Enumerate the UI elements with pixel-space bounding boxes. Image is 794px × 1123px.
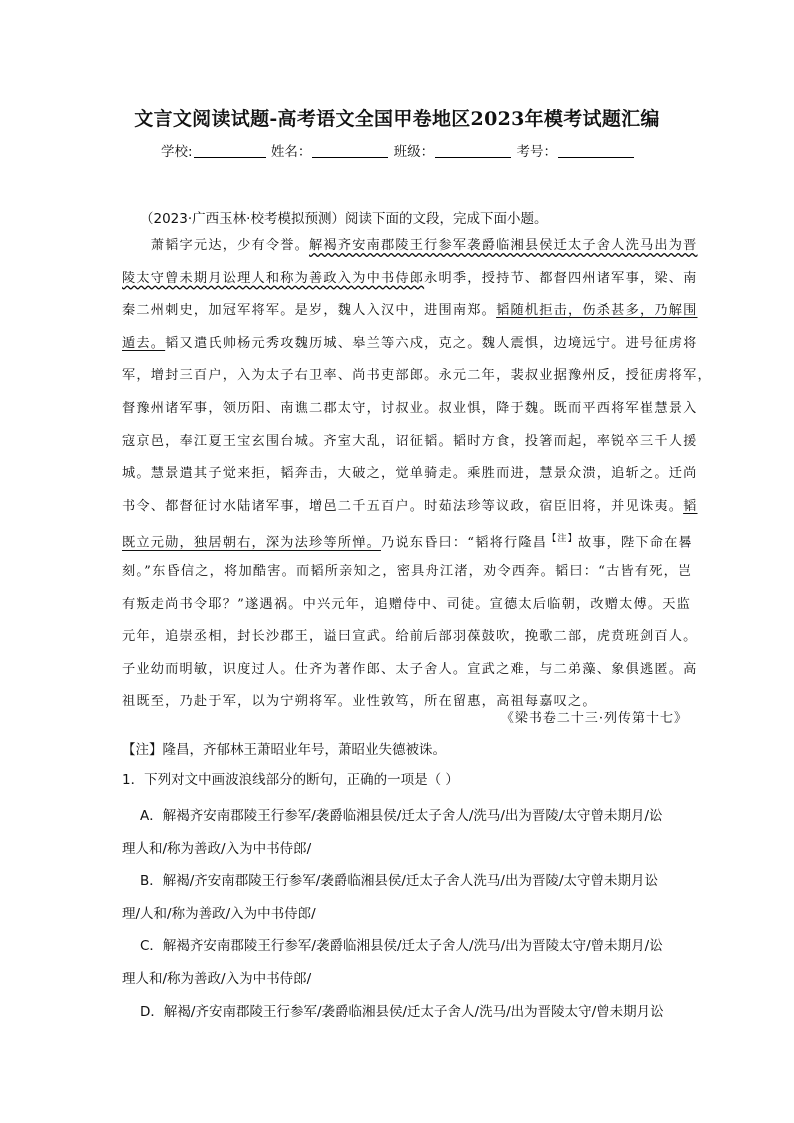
passage-line xyxy=(122,529,693,562)
passage-line xyxy=(122,497,698,530)
page-title: 文言文阅读试题-高考语文全国甲卷地区2023年模考试题汇编 xyxy=(134,108,660,130)
option-a-continued: 理人和/称为善政/入为中书侍郎/ xyxy=(122,840,312,857)
passage-text: 韬又遣氏帅杨元秀攻魏历城、皋兰等六戍，克之。魏人震惧，边境远宁。进号征虏将 xyxy=(165,335,698,351)
underlined-text: 韬随机拒击，伤杀甚多，乃解围 xyxy=(496,303,698,319)
passage-text: 永明季，授持节、都督四州诸军事，梁、南 xyxy=(424,270,698,286)
passage-text: 秦二州刺史，加冠军将军。是岁，魏人入汉中，进围南郑。 xyxy=(122,303,497,319)
passage-line: 城。慧景遣其子觉来拒，韬奔击，大破之，觉单骑走。乘胜而进，慧景众溃，追斩之。迁尚 xyxy=(122,466,698,482)
passage-line: 有叛走尚书令耶？”遂遇祸。中兴元年，追赠侍中、司徒。宣德太后临朝，改赠太傅。天监 xyxy=(122,596,692,612)
student-info-row xyxy=(0,140,794,160)
passage-line: 刻。”东昏信之，将加酷害。而韬所亲知之，密具舟江渚，劝令西奔。韬曰：“古皆有死，岂 xyxy=(122,563,693,579)
question-stem: 1．下列对文中画波浪线部分的断句，正确的一项是（ ） xyxy=(122,772,459,788)
underlined-text: 遁去。 xyxy=(122,335,166,351)
name-blank[interactable] xyxy=(312,145,388,158)
answer-options xyxy=(122,800,680,1028)
wavy-underlined-text: 解褐齐安南郡陵王行参军袭爵临湘县侯迁太子舍人洗马出为晋 xyxy=(309,238,698,253)
option-b[interactable]: B．解褐/齐安南郡陵王行参军/袭爵临湘县侯/迁太子舍人洗马/出为晋陵/太守曾未期月讼 xyxy=(140,873,659,890)
option-c-continued: 理人和/称为善政/入为中书侍郎/ xyxy=(122,970,312,987)
passage-text: 萧韬字元达，少有令誉。 xyxy=(150,238,310,253)
name-label: 姓名： xyxy=(270,144,312,160)
school-label: 学校: xyxy=(161,144,193,160)
passage-line xyxy=(122,236,698,269)
underlined-text: 韬 xyxy=(683,498,698,514)
exam-number-blank[interactable] xyxy=(558,145,634,158)
passage-source: 《梁书卷二十三·列传第十七》 xyxy=(500,711,688,726)
footnote-marker: 【注】 xyxy=(547,534,578,545)
exam-number-label: 考号： xyxy=(516,144,557,160)
passage-line: 元年，追崇丞相，封长沙郡王，谥曰宣武。给前后部羽葆鼓吹，挽歌二部，虎贲班剑百人。 xyxy=(122,629,698,645)
class-blank[interactable] xyxy=(435,145,511,158)
passage-line xyxy=(122,334,698,367)
passage-line xyxy=(122,269,698,302)
school-blank[interactable] xyxy=(194,145,266,158)
option-b-continued: 理/人和/称为善政/入为中书侍郎/ xyxy=(122,905,316,922)
passage-line: 军，增封三百户，入为太子右卫率、尚书吏部郎。永元二年，裴叔业据豫州反，授征虏将军， xyxy=(122,368,712,384)
passage-line xyxy=(122,301,698,334)
option-a[interactable]: A．解褐齐安南郡陵王行参军/袭爵临湘县侯/迁太子舍人/洗马/出为晋陵/太守曾未期月/讼 xyxy=(140,808,663,824)
passage-line: 寇京邑，奉江夏王宝玄围台城。齐室大乱，诏征韬。韬时方食，投箸而起，率锐卒三千人援 xyxy=(122,433,698,449)
option-d[interactable]: D．解褐/齐安南郡陵王行参军/袭爵临湘县侯/迁太子舍人/洗马/出为晋陵太守/曾未期月讼 xyxy=(140,1003,664,1020)
passage-line: 子业幼而明敏，识度过人。仕齐为著作郎、太子舍人。宣武之难，与二弟藻、象俱逃匿。高 xyxy=(122,661,698,677)
wavy-underlined-text: 陵太守曾未期月讼理人和称为善政入为中书侍郎 xyxy=(122,270,425,286)
passage-text: 书令、都督征讨水陆诸军事，增邑二千五百户。时茹法珍等议政，宿臣旧将，并见诛夷。 xyxy=(122,498,684,514)
classical-passage xyxy=(122,236,712,725)
option-c[interactable]: C．解褐齐安南郡陵王行参军/袭爵临湘县侯/迁太子舍人/洗马/出为晋陵太守/曾未期月/讼 xyxy=(140,938,663,955)
passage-line: 督豫州诸军事，领历阳、南谯二郡太守，讨叔业。叔业惧，降于魏。既而平西将军崔慧景入 xyxy=(122,400,698,416)
passage-text: 故事，陛下命在晷 xyxy=(577,535,693,551)
passage-line: 祖既至，乃赴于军，以为宁朔将军。业性敦笃，所在留惠，高祖每嘉叹之。 xyxy=(122,694,597,710)
passage-text: 乃说东昏曰：“韬将行隆昌 xyxy=(380,535,548,551)
underlined-text: 既立元勋，独居朝右，深为法珍等所惮。 xyxy=(122,535,381,551)
class-label: 班级： xyxy=(393,144,435,160)
annotation-note: 【注】隆昌，齐郁林王萧昭业年号，萧昭业失德被诛。 xyxy=(122,742,446,758)
reading-intro: （2023·广西玉林·校考模拟预测）阅读下面的文段，完成下面小题。 xyxy=(140,211,548,227)
